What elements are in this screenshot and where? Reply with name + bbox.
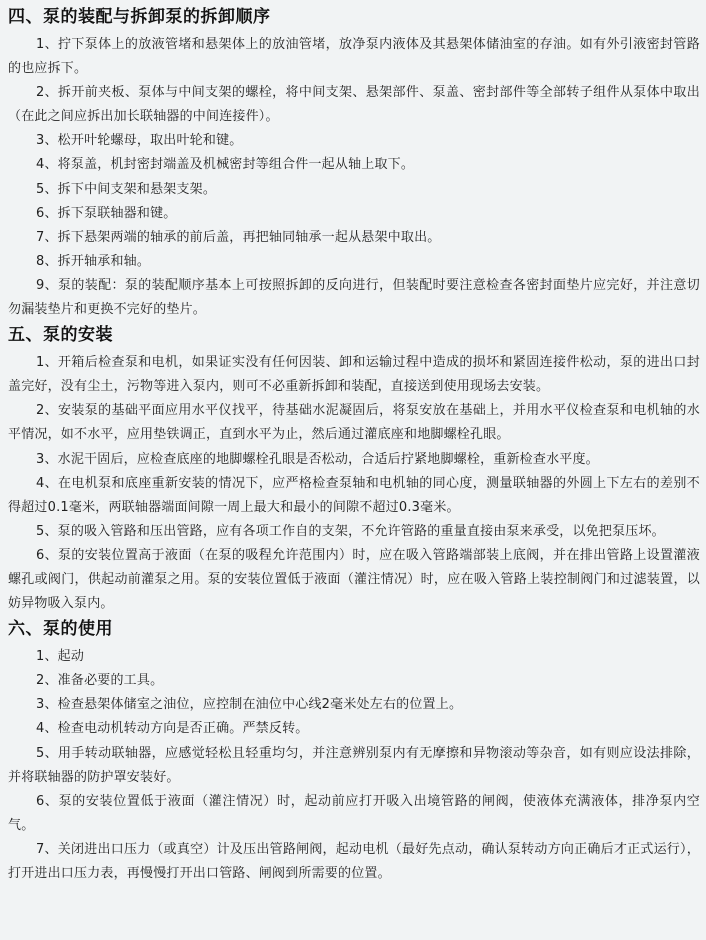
paragraph: 1、起动 bbox=[36, 649, 85, 665]
paragraph: 6、拆下泵联轴器和键。 bbox=[36, 205, 177, 221]
section-usage bbox=[8, 618, 700, 886]
paragraph: 2、准备必要的工具。 bbox=[36, 673, 164, 689]
section-heading: 六、泵的使用 bbox=[8, 619, 113, 640]
paragraph: 6、泵的安装位置高于液面（在泵的吸程允许范围内）时，应在吸入管路端部装上底阀，并在排出管路上设置灌液螺孔或阀门，供起动前灌泵之用。泵的安装位置低于液面（灌注情况）时，应在吸入管路上装控制阀门和过滤装置，以妨异物吸入泵内。 bbox=[8, 547, 700, 612]
section-heading: 四、泵的装配与拆卸泵的拆卸顺序 bbox=[8, 7, 271, 27]
paragraph: 4、将泵盖，机封密封端盖及机械密封等组合件一起从轴上取下。 bbox=[36, 157, 415, 173]
paragraph: 8、拆开轴承和轴。 bbox=[36, 253, 151, 269]
paragraph: 2、安装泵的基础平面应用水平仪找平，待基础水泥凝固后，将泵安放在基础上，并用水平仪检查泵和电机轴的水平情况，如不水平，应用垫铁调正，直到水平为止，然后通过灌底座和地脚螺栓孔眼。 bbox=[8, 403, 700, 443]
paragraph: 6、泵的安装位置低于液面（灌注情况）时，起动前应打开吸入出境管路的闸阀，使液体充满液体，排净泵内空气。 bbox=[8, 793, 700, 833]
paragraph: 9、泵的装配：泵的装配顺序基本上可按照拆卸的反向进行，但装配时要注意检查各密封面垫片应完好，并注意切勿漏装垫片和更换不完好的垫片。 bbox=[8, 277, 700, 318]
paragraph: 4、检查电动机转动方向是否正确。严禁反转。 bbox=[36, 721, 309, 737]
paragraph: 1、拧下泵体上的放液管堵和悬架体上的放油管堵，放净泵内液体及其悬架体储油室的存油。如有外引液密封管路的也应拆下。 bbox=[8, 37, 700, 77]
paragraph: 3、松开叶轮螺母，取出叶轮和键。 bbox=[36, 133, 243, 149]
section-assembly-disassembly bbox=[8, 6, 700, 322]
paragraph: 7、关闭进出口压力（或真空）计及压出管路闸阀，起动电机（最好先点动，确认泵转动方向正确后才正式运行），打开进出口压力表，再慢慢打开出口管路、闸阀到所需要的位置。 bbox=[8, 841, 700, 881]
paragraph: 1、开箱后检查泵和电机，如果证实没有任何因装、卸和运输过程中造成的损坏和紧固连接件松动，泵的进出口封盖完好，没有尘土，污物等进入泵内，则可不必重新拆卸和装配，直接送到使用现场去安装。 bbox=[8, 355, 700, 395]
paragraph: 3、检查悬架体储室之油位，应控制在油位中心线2毫米处左右的位置上。 bbox=[36, 697, 463, 713]
paragraph: 5、泵的吸入管路和压出管路，应有各项工作自的支架，不允许管路的重量直接由泵来承受，以免把泵压坏。 bbox=[36, 523, 665, 539]
paragraph: 3、水泥干固后，应检查底座的地脚螺栓孔眼是否松动，合适后拧紧地脚螺栓，重新检查水平度。 bbox=[36, 451, 599, 467]
paragraph: 7、拆下悬架两端的轴承的前后盖，再把轴同轴承一起从悬架中取出。 bbox=[36, 229, 441, 245]
paragraph: 2、拆开前夹板、泵体与中间支架的螺栓，将中间支架、悬架部件、泵盖、密封部件等全部转子组件从泵体中取出（在此之间应拆出加长联轴器的中间连接件）。 bbox=[8, 85, 700, 125]
paragraph: 4、在电机泵和底座重新安装的情况下，应严格检查泵轴和电机轴的同心度，测量联轴器的外圆上下左右的差别不得超过0.1毫米，两联轴器端面间隙一周上最大和最小的间隙不超过0.3毫米。 bbox=[8, 475, 700, 515]
section-heading: 五、泵的安装 bbox=[8, 325, 113, 346]
section-installation bbox=[8, 324, 700, 616]
paragraph: 5、用手转动联轴器，应感觉轻松且轻重均匀，并注意辨别泵内有无摩擦和异物滚动等杂音，如有则应设法排除，并将联轴器的防护罩安装好。 bbox=[8, 745, 700, 785]
paragraph: 5、拆下中间支架和悬架支架。 bbox=[36, 181, 217, 197]
